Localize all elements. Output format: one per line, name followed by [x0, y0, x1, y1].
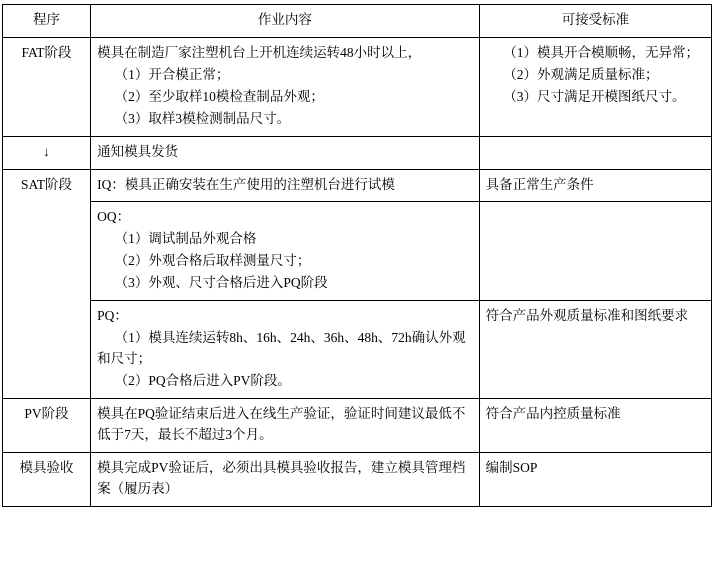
- header-content: 作业内容: [91, 5, 480, 38]
- criteria-mold-acceptance: [479, 452, 711, 506]
- table-row: [3, 169, 712, 202]
- process-acceptance-table: [2, 4, 712, 507]
- criteria-line: （2）外观满足质量标准；: [503, 66, 659, 82]
- criteria-line: （3）尺寸满足开模图纸尺寸。: [503, 88, 686, 104]
- table-row: [3, 452, 712, 506]
- content-line: （2）至少取样10模检查制品外观；: [114, 88, 324, 104]
- criteria-line: 具备正常生产条件: [485, 176, 594, 192]
- content-line: （2）PQ合格后进入PV阶段。: [114, 372, 291, 388]
- content-sat-pq: [91, 301, 480, 399]
- table-header-row: [3, 5, 712, 38]
- table-row: [3, 301, 712, 399]
- table-row: [3, 202, 712, 301]
- content-line: OQ：: [97, 209, 131, 225]
- down-arrow-icon: ↓: [3, 136, 91, 169]
- header-stage: 程序: [3, 5, 91, 38]
- content-line: （1）开合模正常；: [114, 66, 230, 82]
- stage-sat: SAT阶段: [3, 169, 91, 398]
- content-line: （1）调试制品外观合格: [114, 231, 257, 247]
- content-line: 模具在PQ验证结束后进入在线生产验证，验证时间建议最低不低于7天，最长不超过3个月。: [97, 405, 466, 442]
- criteria-sat-iq: [479, 169, 711, 202]
- content-sat-oq: [91, 202, 480, 301]
- document-page: [0, 4, 713, 562]
- stage-fat: FAT阶段: [3, 37, 91, 136]
- stage-mold-acceptance: 模具验收: [3, 452, 91, 506]
- criteria-line: 符合产品外观质量标准和图纸要求: [485, 308, 689, 324]
- content-sat-iq: [91, 169, 480, 202]
- criteria-pv: [479, 398, 711, 452]
- content-line: IQ：模具正确安装在生产使用的注塑机台进行试模: [97, 176, 395, 192]
- stage-pv: PV阶段: [3, 398, 91, 452]
- criteria-fat: [479, 37, 711, 136]
- criteria-line: 符合产品内控质量标准: [485, 405, 621, 421]
- criteria-sat-oq: [479, 202, 711, 301]
- content-line: 模具在制造厂家注塑机台上开机连续运转48小时以上，: [97, 44, 422, 60]
- content-pv: [91, 398, 480, 452]
- criteria-notify: [479, 136, 711, 169]
- content-notify: [91, 136, 480, 169]
- table-row: [3, 37, 712, 136]
- criteria-line: （1）模具开合模顺畅，无异常；: [503, 44, 699, 60]
- table-row: [3, 136, 712, 169]
- content-fat: [91, 37, 480, 136]
- content-line: （3）取样3模检测制品尺寸。: [114, 110, 291, 126]
- criteria-sat-pq: [479, 301, 711, 399]
- content-line: 模具完成PV验证后，必须出具模具验收报告，建立模具管理档案（履历表）: [97, 459, 466, 496]
- content-line: PQ：: [97, 308, 128, 324]
- criteria-line: 编制SOP: [485, 459, 538, 475]
- header-criteria: 可接受标准: [479, 5, 711, 38]
- content-line: （2）外观合格后取样测量尺寸；: [114, 253, 311, 269]
- content-line: （3）外观、尺寸合格后进入PQ阶段: [114, 275, 328, 291]
- table-row: [3, 398, 712, 452]
- content-mold-acceptance: [91, 452, 480, 506]
- content-line: （1）模具连续运转8h、16h、24h、36h、48h、72h确认外观和尺寸；: [97, 330, 466, 366]
- content-line: 通知模具发货: [97, 143, 179, 159]
